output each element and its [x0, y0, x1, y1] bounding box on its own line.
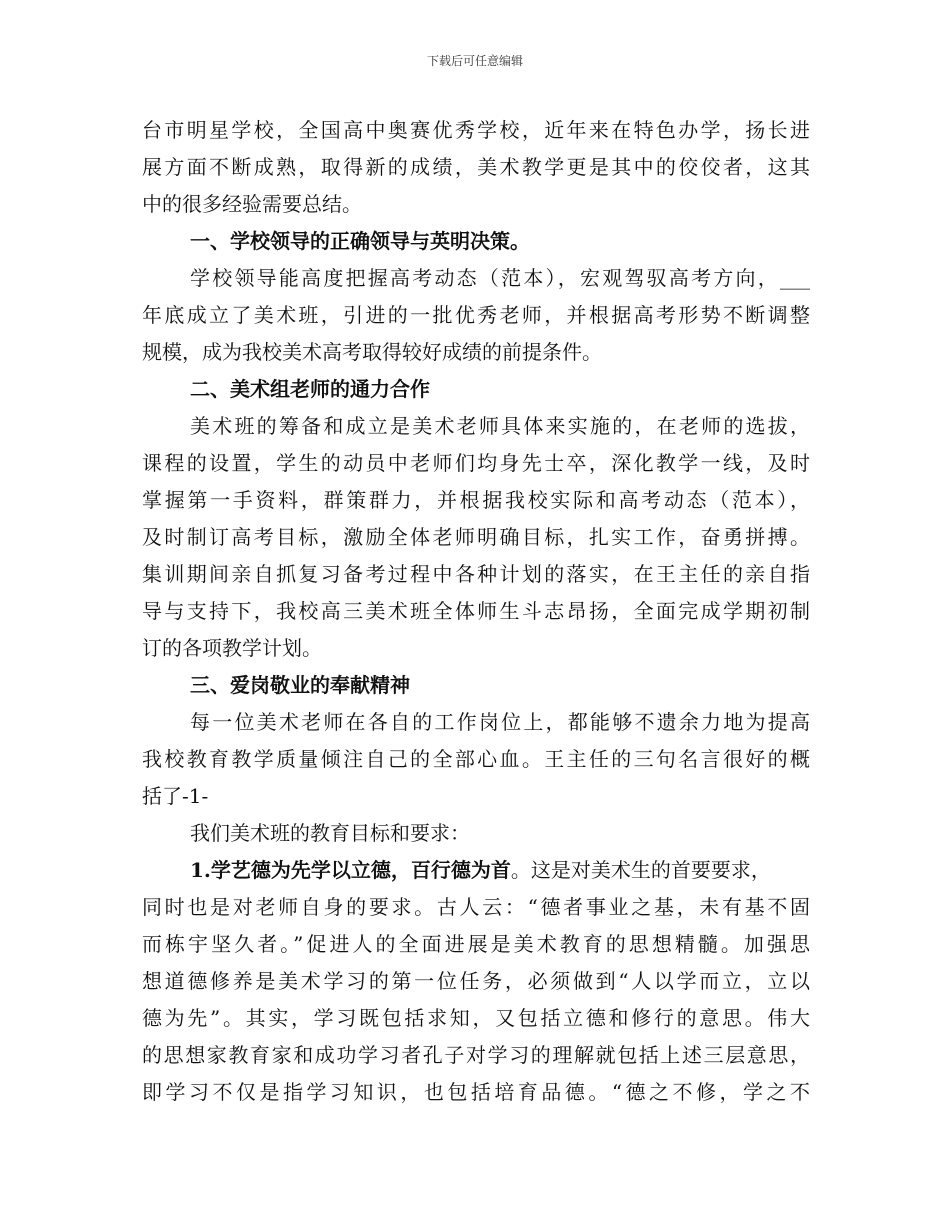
paragraph-line: 同时也是对老师自身的要求。古人云：“德者事业之基，未有基不固: [142, 895, 810, 919]
paragraph-line: 德为先”。其实，学习既包括求知，又包括立德和修行的意思。伟大: [142, 1006, 810, 1030]
paragraph-line: 想道德修养是美术学习的第一位任务，必须做到“人以学而立，立以: [142, 969, 810, 993]
subsection-line: [190, 857, 810, 883]
paragraph-line: 的思想家教育家和成功学习者孔子对学习的理解就包括上述三层意思，: [142, 1043, 810, 1067]
paragraph-line: 美术班的筹备和成立是美术老师具体来实施的，在老师的选拔，: [190, 414, 810, 438]
page-header-note: 下载后可任意编辑: [426, 54, 523, 68]
section-heading-3: 三、爱岗敬业的奉献精神: [190, 673, 410, 697]
paragraph-line: 及时制订高考目标，激励全体老师明确目标，扎实工作，奋勇拼搏。: [142, 525, 810, 549]
paragraph-line: 括了-1-: [142, 784, 209, 808]
paragraph-line: 集训期间亲自抓复习备考过程中各种计划的落实，在王主任的亲自指: [142, 562, 810, 586]
paragraph-line: 展方面不断成熟，取得新的成绩，美术教学更是其中的佼佼者，这其: [142, 155, 810, 179]
paragraph-line: 订的各项教学计划。: [142, 636, 322, 660]
paragraph-line: 我们美术班的教育目标和要求：: [190, 821, 470, 845]
paragraph-line: 掌握第一手资料，群策群力，并根据我校实际和高考动态（范本），: [142, 488, 810, 512]
paragraph-line: 台市明星学校，全国高中奥赛优秀学校，近年来在特色办学，扬长进: [142, 118, 810, 142]
paragraph-line: 年底成立了美术班，引进的一批优秀老师，并根据高考形势不断调整: [142, 303, 810, 327]
section-heading-1: 一、学校领导的正确领导与英明决策。: [190, 229, 530, 253]
paragraph-line: 学校领导能高度把握高考动态（范本），宏观驾驭高考方向，___: [190, 266, 810, 290]
paragraph-line: 规模，成为我校美术高考取得较好成绩的前提条件。: [142, 340, 602, 364]
paragraph-line: 课程的设置，学生的动员中老师们均身先士卒，深化教学一线，及时: [142, 451, 810, 475]
paragraph-line: 导与支持下，我校高三美术班全体师生斗志昂扬，全面完成学期初制: [142, 599, 810, 623]
subsection-text: 。这是对美术生的首要要求，: [510, 858, 771, 882]
paragraph-line: 中的很多经验需要总结。: [142, 192, 362, 216]
paragraph-line: 每一位美术老师在各自的工作岗位上，都能够不遗余力地为提高: [190, 710, 810, 734]
paragraph-line: 我校教育教学质量倾注自己的全部心血。王主任的三句名言很好的概: [142, 747, 810, 771]
paragraph-line: 而栋宇坚久者。”促进人的全面进展是美术教育的思想精髓。加强思: [142, 932, 810, 956]
subsection-heading: 1.学艺德为先学以立德，百行德为首: [190, 858, 511, 882]
paragraph-line: 即学习不仅是指学习知识，也包括培育品德。“德之不修，学之不: [142, 1080, 810, 1104]
section-heading-2: 二、美术组老师的通力合作: [190, 377, 430, 401]
